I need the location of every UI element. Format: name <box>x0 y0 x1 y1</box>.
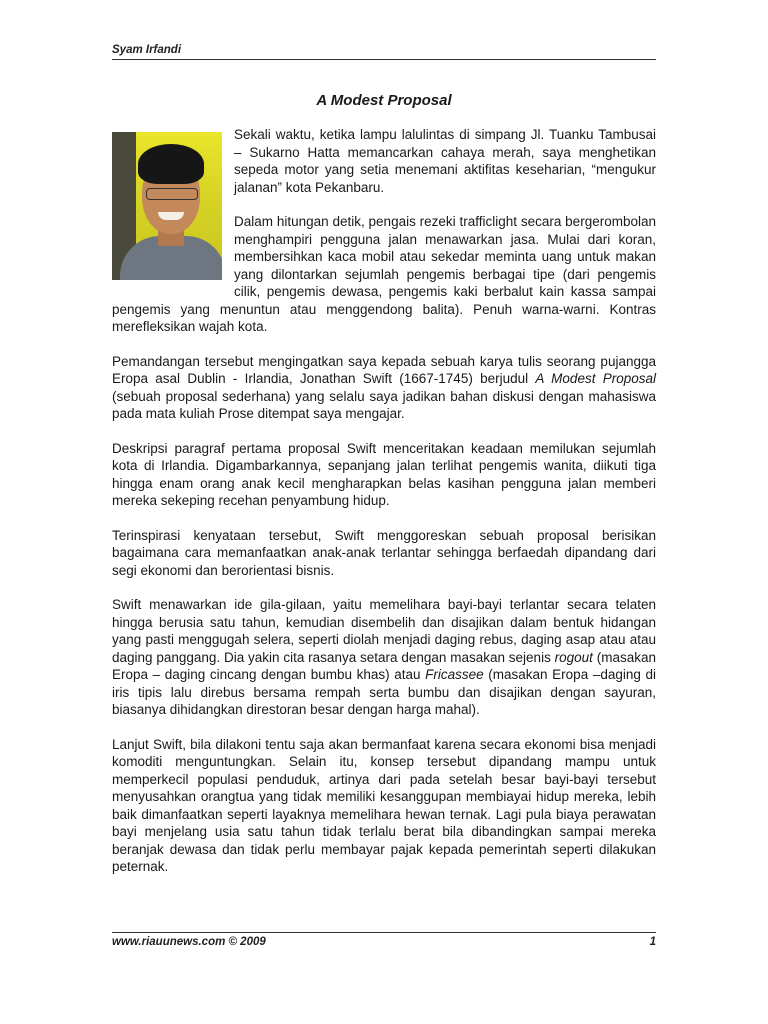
footer-site: www.riauunews.com © 2009 <box>112 936 266 948</box>
paragraph-7: Lanjut Swift, bila dilakoni tentu saja akan bermanfaat karena secara ekonomi bisa menjadi komoditi menguntungkan. Selain itu, konsep tersebut dipandang mampu untuk memperkecil populasi penduduk, artinya dari pada setelah besar bayi-bayi tersebut menyusahkan orangtua yang tidak memiliki kesanggupan membiayai hidup mereka, lebih baik dimanfaatkan seperti layaknya memelihara hewan ternak. Lagi pula biaya perawatan bayi menjelang usia satu tahun tidak terlalu berat bila dibandingkan sampai mereka beranjak dewasa dan tidak perlu membayar pajak kepada pemerintah seperti dilakukan peternak. <box>112 736 656 874</box>
paragraph-6-part-a: Swift menawarkan ide gila-gilaan, yaitu memelihara bayi-bayi terlantar secara telaten hingga berusia satu tahun, kemudian disembelih dan disajikan dalam bentuk hidangan yang pasti menggugah selera, seperti diolah menjadi daging rebus, daging asap atau atau daging panggang. Dia yakin cita rasanya setara dengan masakan sejenis <box>112 597 656 665</box>
running-header <box>112 44 656 60</box>
paragraph-1-text: Sekali waktu, ketika lampu lalulintas di simpang Jl. Tuanku Tambusai – Sukarno Hatta memancarkan cahaya merah, saya menghetikan sepeda motor yang setia menemani aktifitas keseharian, “mengukur jalanan” kota Pekanbaru. <box>234 127 656 195</box>
paragraph-3-part-b: (sebuah proposal sederhana) yang selalu saya jadikan bahan diskusi dengan mahasiswa pada mata kuliah Prose ditempat saya mengajar. <box>112 388 656 421</box>
author-portrait-icon <box>112 132 222 280</box>
paragraph-6-part-c: (masakan Eropa –daging di iris tipis lalu direbus bersama rempah serta bumbu dan disajikan dengan sayuran, biasanya dihidangkan direstoran besar dengan harga mahal). <box>112 667 656 717</box>
term-rogout: rogout <box>554 649 593 665</box>
paragraph-4: Deskripsi paragraf pertama proposal Swift menceritakan keadaan memilukan sejumlah kota di Irlandia. Digambarkannya, sepanjang jalan terlihat pengemis wanita, diikuti tiga hingga enam orang anak kecil mengharapkan belas kasihan pengguna jalan memberi mereka sekeping recehan penyambung hidup. <box>112 440 656 508</box>
paragraph-1 <box>112 126 656 196</box>
article-body <box>112 126 656 893</box>
paragraph-3 <box>112 353 656 423</box>
work-title: A Modest Proposal <box>535 371 657 386</box>
paragraph-6-part-b: (masakan Eropa – daging cincang dengan bumbu khas) atau <box>112 649 656 682</box>
article-title: A Modest Proposal <box>316 92 452 109</box>
paragraph-5: Terinspirasi kenyataan tersebut, Swift menggoreskan sebuah proposal berisikan bagaimana cara memanfaatkan anak-anak terlantar sehingga berfaedah dipandang dari segi ekonomi dan berorientasi bisnis. <box>112 527 656 578</box>
term-fricassee: Fricassee <box>425 667 484 682</box>
paragraph-3-part-a: Pemandangan tersebut mengingatkan saya kepada sebuah karya tulis seorang pujangga Eropa asal Dublin - Irlandia, Jonathan Swift (1667-1745) berjudul <box>112 353 656 386</box>
paragraph-6 <box>112 596 656 719</box>
paragraph-2: Dalam hitungan detik, pengais rezeki trafficlight secara bergerombolan menghampiri pengguna jalan menawarkan jasa. Mulai dari koran, membersihkan kaca mobil atau sekedar meminta uang untuk makan yang dilontarkan sejumlah pengemis berbagai tipe (dari pengemis cilik, pengemis dewasa, pengemis kaki berbalut kain kassa sampai pengemis yang menuntun atau menggendong balita). Penuh warna-warni. Kontras merefleksikan wajah kota. <box>112 214 656 334</box>
header-author: Syam Irfandi <box>112 44 182 56</box>
running-footer <box>112 932 656 948</box>
page-number: 1 <box>649 936 656 948</box>
